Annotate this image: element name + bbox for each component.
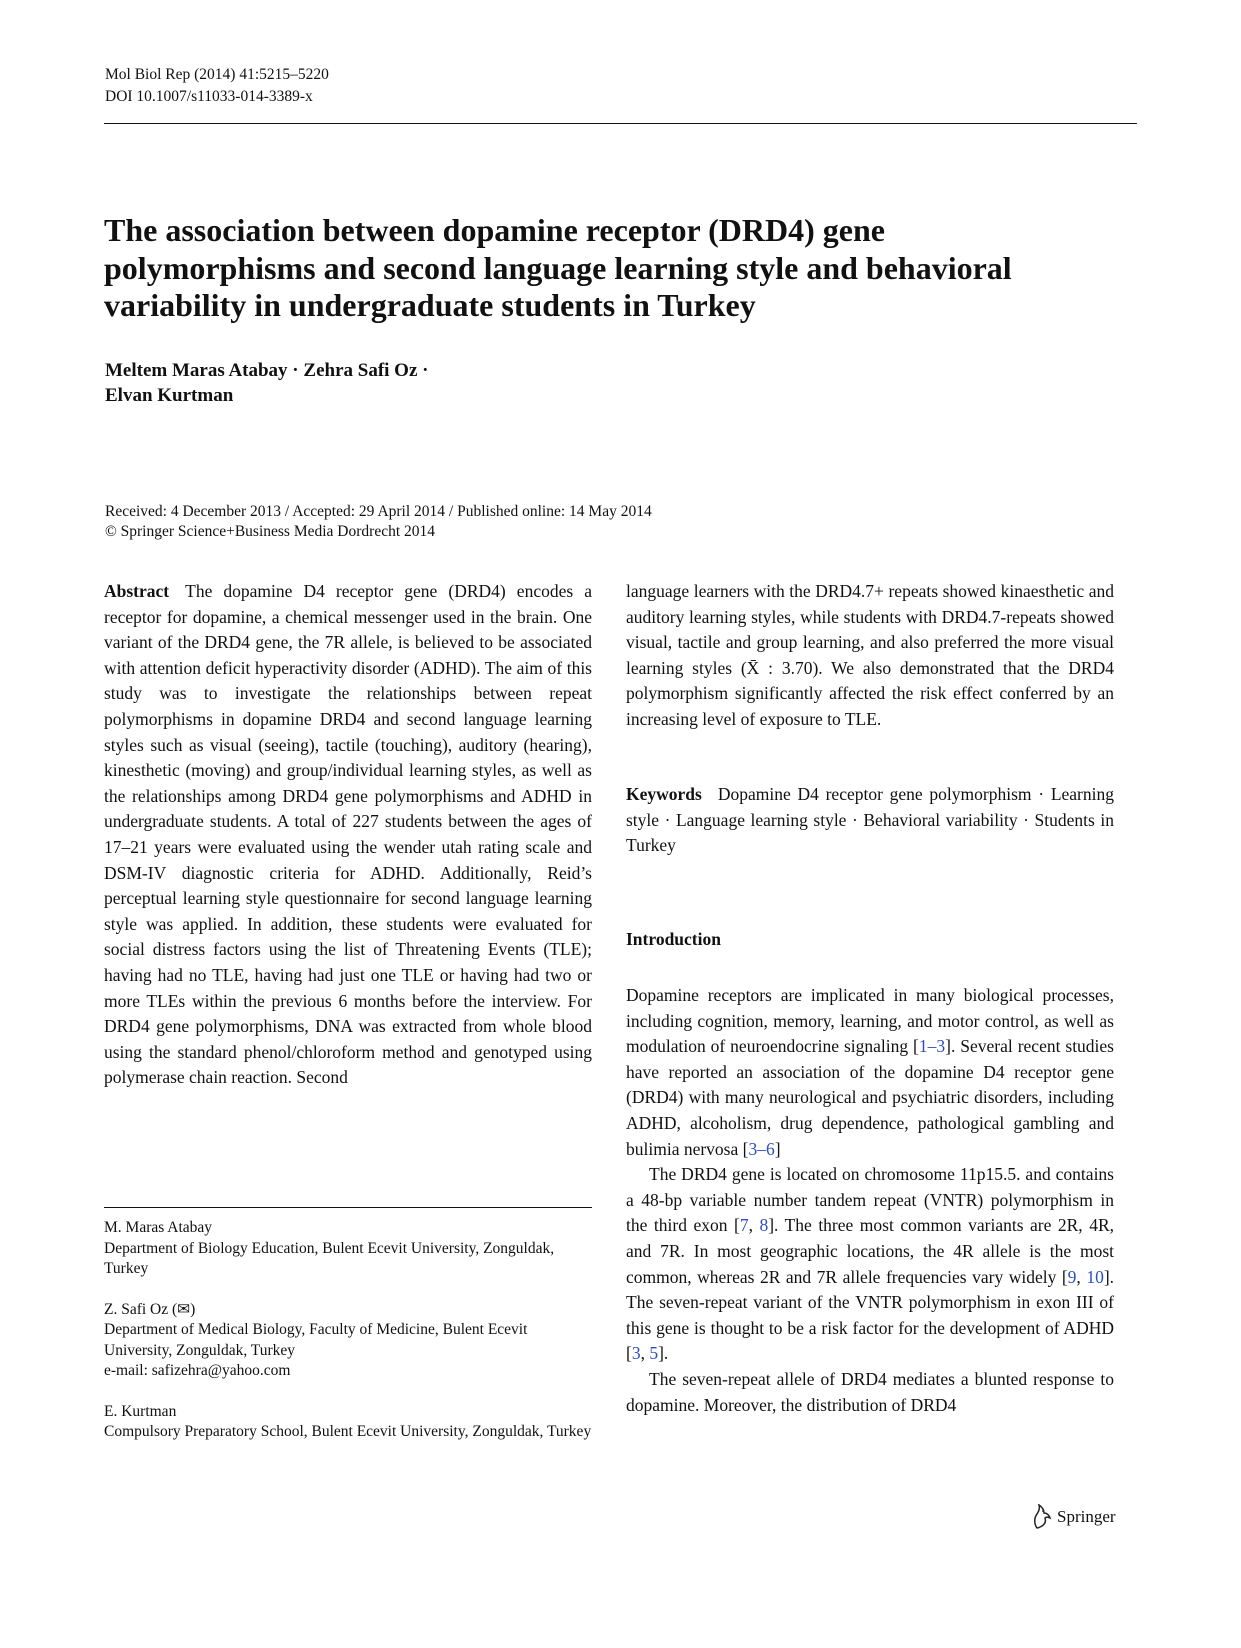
affiliation-1 [104, 1218, 592, 1280]
springer-horse-icon [1030, 1504, 1052, 1530]
section-heading-introduction: Introduction [626, 929, 721, 949]
citation-link[interactable]: 9 [1067, 1266, 1077, 1287]
intro-paragraph-2: The DRD4 gene is located on chromosome 11p15.5. and contains a 48-bp variable number tandem repeat (VNTR) polymorphism in the third exon [7, 8]. The three most common variants are 2R, 4R, and 7R. In most geographic locations, the 4R allele is the most common, whereas 2R and 7R allele frequencies vary widely [9, 10]. The seven-repeat variant of the VNTR polymorphism in exon III of this gene is thought to be a risk factor for the development of ADHD [3, 5]. [626, 1164, 1115, 1364]
affiliation-dept: Department of Biology Education, Bulent Ecevit University, Zonguldak, Turkey [104, 1239, 555, 1277]
abstract-left-column [104, 579, 592, 1091]
article-title: The association between dopamine receptor (DRD4) gene polymorphisms and second language learning style and behavioral variability in undergraduate students in Turkey [104, 212, 1012, 323]
authors-line-1: Meltem Maras Atabay · Zehra Safi Oz · [105, 360, 429, 381]
authors-line-2: Elvan Kurtman [105, 385, 234, 406]
affiliation-name: E. Kurtman [104, 1402, 177, 1420]
abstract-label: Abstract [104, 581, 170, 601]
citation-link[interactable]: 10 [1086, 1266, 1104, 1287]
citation-link[interactable]: 3–6 [748, 1138, 775, 1159]
received-dates: Received: 4 December 2013 / Accepted: 29 April 2014 / Published online: 14 May 2014 [105, 503, 652, 520]
intro-paragraph-1: Dopamine receptors are implicated in many biological processes, including cognition, memory, learning, and motor control, as well as modulation of neuroendocrine signaling [1–3]. Several recent studies have reported an association of the dopamine D4 receptor gene (DRD4) with many neurological and psychiatric disorders, including ADHD, alcoholism, drug dependence, pathological gambling and bulimia nervosa [3–6] [626, 985, 1114, 1159]
mean-value: (X̄ : 3.70) [740, 657, 819, 678]
publisher-name: Springer [1057, 1507, 1116, 1526]
publication-dates [105, 502, 652, 542]
affiliation-dept: Department of Medical Biology, Faculty of Medicine, Bulent Ecevit University, Zonguldak, Turkey [104, 1321, 528, 1359]
affiliation-dept: Compulsory Preparatory School, Bulent Ecevit University, Zonguldak, Turkey [104, 1423, 592, 1440]
doi[interactable]: DOI 10.1007/s11033-014-3389-x [105, 88, 313, 105]
affiliation-name: Z. Safi Oz (✉) [104, 1300, 196, 1318]
copyright: © Springer Science+Business Media Dordrecht 2014 [105, 523, 436, 540]
author-list [105, 358, 428, 408]
abstract-text: The dopamine D4 receptor gene (DRD4) encodes a receptor for dopamine, a chemical messenger used in the brain. One variant of the DRD4 gene, the 7R allele, is believed to be associated with attention deficit hyperactivity disorder (ADHD). The aim of this study was to investigate the relationships between repeat polymorphisms in dopamine DRD4 and second language learning styles such as visual (seeing), tactile (touching), auditory (hearing), kinesthetic (moving) and group/individual learning styles, as well as the relationships among DRD4 gene polymorphisms and ADHD in undergraduate students. A total of 227 students between the ages of 17–21 years were evaluated using the wender utah rating scale and DSM-IV diagnostic criteria for ADHD. Additionally, Reid’s perceptual learning style questionnaire for second language learning style was applied. In addition, these students were evaluated for social distress factors using the list of Threatening Events (TLE); having had no TLE, having had just one TLE or having had two or more TLEs within the previous 6 months before the interview. For DRD4 gene polymorphisms, DNA was extracted from whole blood using the standard phenol/chloroform method and genotyped using polymerase chain reaction. Second [104, 581, 592, 1088]
footnote-rule [104, 1207, 592, 1208]
header-rule [104, 123, 1137, 124]
journal-citation: Mol Biol Rep (2014) 41:5215–5220 [105, 66, 329, 83]
publisher-logo [1030, 1504, 1116, 1530]
abstract-text-continued: language learners with the DRD4.7+ repeats showed kinaesthetic and auditory learning styles, while students with DRD4.7-repeats showed visual, tactile and group learning, and also preferred the more visual learning styles [626, 581, 1114, 678]
corresponding-email[interactable]: e-mail: safizehra@yahoo.com [104, 1362, 291, 1379]
affiliation-name: M. Maras Atabay [104, 1219, 213, 1236]
affiliations [104, 1218, 592, 1463]
citation-link[interactable]: 8 [759, 1215, 769, 1236]
citation-link[interactable]: 5 [649, 1343, 659, 1364]
keywords-text: Dopamine D4 receptor gene polymorphism · Learning style · Language learning style · Behavioral variability · Students in Turkey [626, 784, 1114, 856]
keywords [626, 782, 1114, 859]
citation-link[interactable]: 7 [739, 1215, 749, 1236]
citation-link[interactable]: 3 [631, 1343, 641, 1364]
citation-link[interactable]: 1–3 [918, 1036, 946, 1057]
abstract-text-end: . We also demonstrated that the DRD4 polymorphism significantly affected the risk effect conferred by an increasing level of exposure to TLE. [626, 657, 1114, 729]
affiliation-2 [104, 1300, 592, 1382]
introduction-body [626, 983, 1114, 1418]
abstract-continued [626, 579, 1114, 733]
affiliation-3 [104, 1402, 592, 1443]
journal-header [105, 64, 329, 108]
keywords-label: Keywords [626, 784, 702, 804]
intro-paragraph-3: The seven-repeat allele of DRD4 mediates a blunted response to dopamine. Moreover, the distribution of DRD4 [626, 1368, 1114, 1415]
